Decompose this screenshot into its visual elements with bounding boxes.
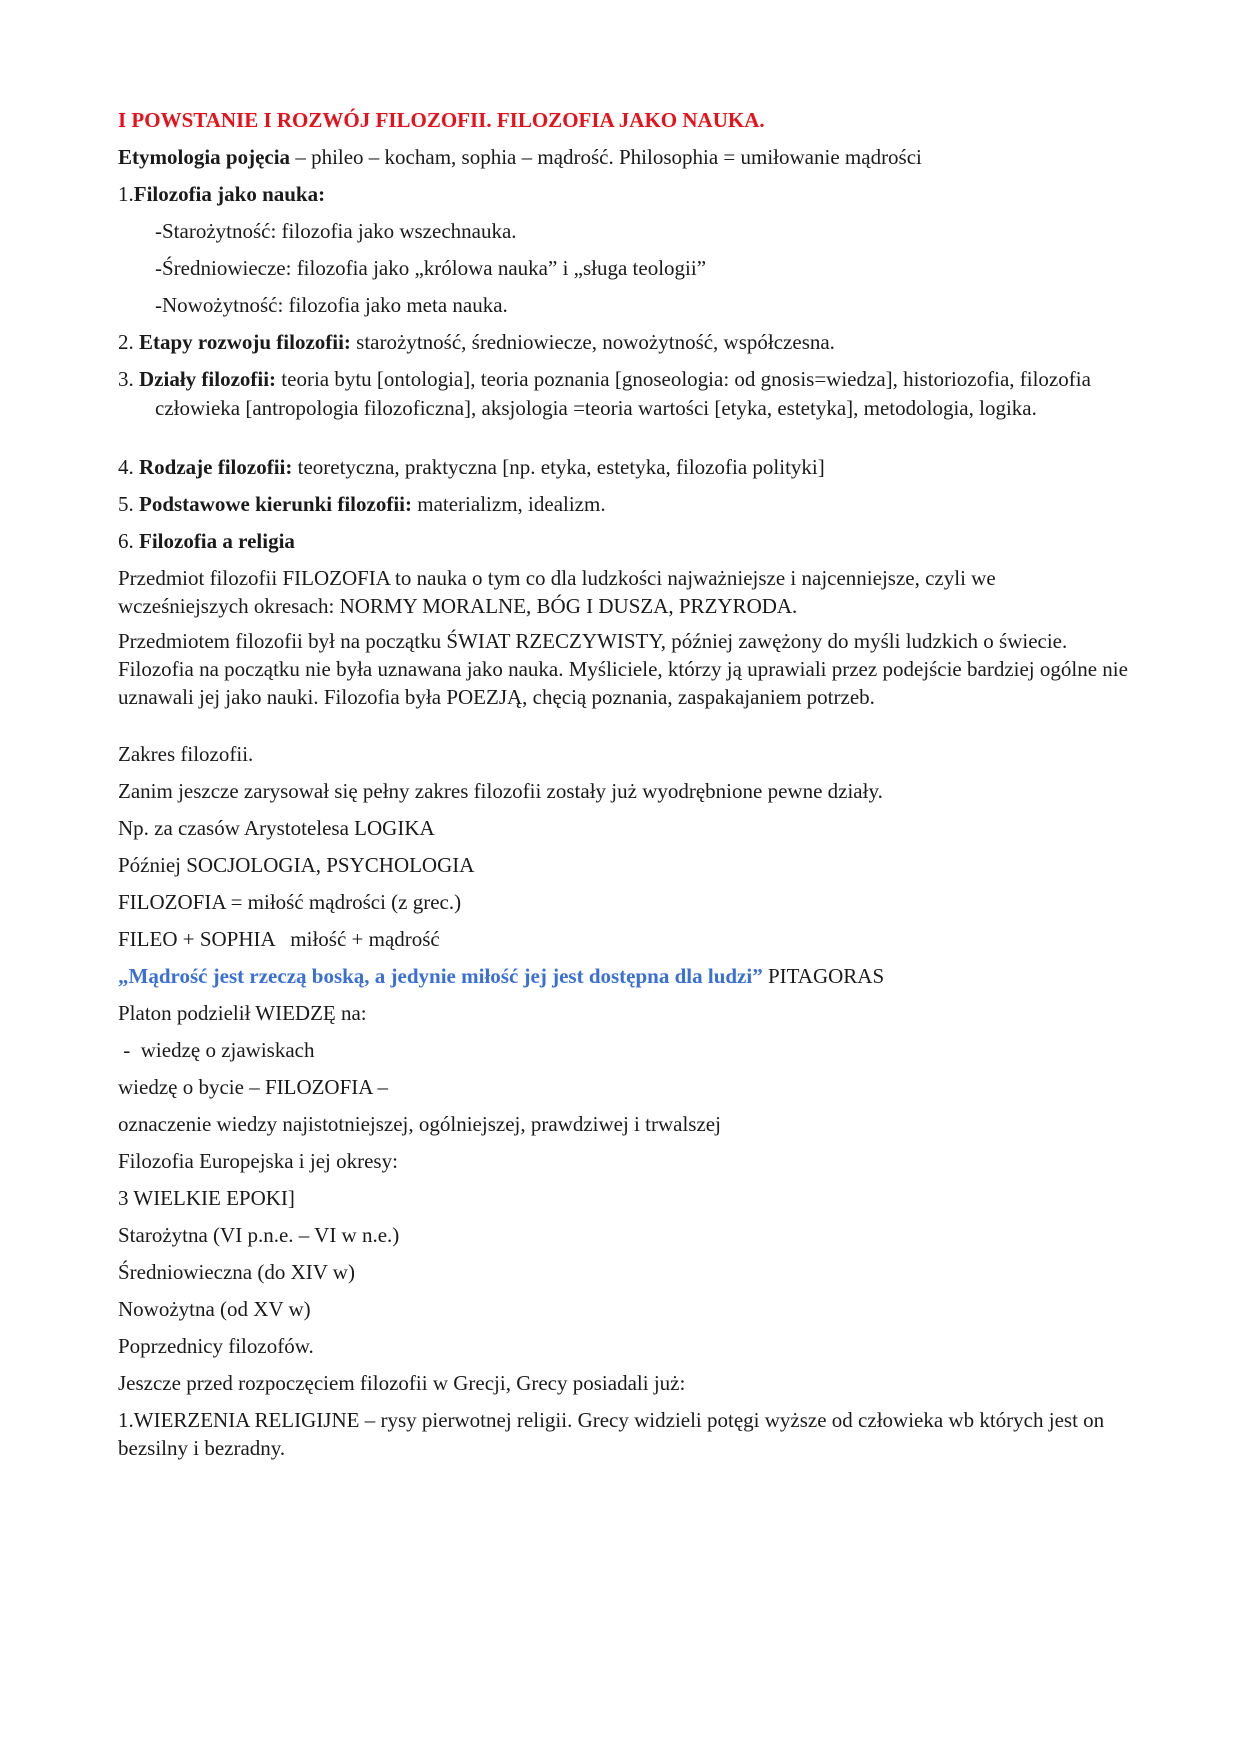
paragraph-religion: 1.WIERZENIA RELIGIJNE – rysy pierwotnej religii. Grecy widzieli potęgi wyższe od człowieka wb których jest on bezsilny i bezradny. (118, 1408, 1105, 1460)
section-1-item: -Nowożytność: filozofia jako meta nauka. (155, 293, 508, 317)
section-2 (118, 328, 835, 356)
text-line: Później SOCJOLOGIA, PSYCHOLOGIA (118, 853, 475, 877)
text-line: Poprzednicy filozofów. (118, 1334, 314, 1358)
text-line: Jeszcze przed rozpoczęciem filozofii w Grecji, Grecy posiadali już: (118, 1371, 686, 1395)
text-line: 3 WIELKIE EPOKI] (118, 1186, 295, 1210)
paragraph-subject-detail: Przedmiotem filozofii był na początku ŚWIAT RZECZYWISTY, później zawężony do myśli ludzkich o świecie. Filozofia na początku nie była uznawana jako nauka. Myśliciele, którzy ją uprawiali przez podejście bardziej ogólne nie uznawali jej jako nauki. Filozofia była POEZJĄ, chęcią poznania, zaspakajaniem potrzeb. (118, 629, 1128, 709)
section-6-label: Filozofia a religia (139, 529, 295, 553)
pitagoras-quote: „Mądrość jest rzeczą boską, a jedynie miłość jej jest dostępna dla ludzi” (118, 964, 763, 988)
section-1-heading (118, 180, 325, 208)
text-line: Nowożytna (od XV w) (118, 1297, 311, 1321)
quote-author: PITAGORAS (762, 964, 885, 988)
section-5-label: Podstawowe kierunki filozofii: (139, 492, 412, 516)
text-line: Zakres filozofii. (118, 742, 254, 766)
section-2-label: Etapy rozwoju filozofii: (139, 330, 351, 354)
section-6-number: 6. (118, 529, 139, 553)
quote-line (118, 962, 884, 990)
section-3 (118, 365, 1128, 423)
paragraph-subject: Przedmiot filozofii FILOZOFIA to nauka o tym co dla ludzkości najważniejsze i najcenniejsze, czyli we wcześniejszych okresach: NORMY MORALNE, BÓG I DUSZA, PRZYRODA. (118, 566, 996, 618)
text-line: Platon podzielił WIEDZĘ na: (118, 1001, 367, 1025)
section-1-label: Filozofia jako nauka: (133, 182, 326, 206)
section-2-number: 2. (118, 330, 139, 354)
section-3-text: teoria bytu [ontologia], teoria poznania [gnoseologia: od gnosis=wiedza], historiozofia, filozofia człowieka [antropologia filozoficzna], aksjologia =teoria wartości [etyka, estetyka], metodologia, logika. (155, 367, 1091, 420)
section-5 (118, 490, 606, 518)
section-5-number: 5. (118, 492, 139, 516)
section-5-text: materializm, idealizm. (412, 492, 606, 516)
text-line: Filozofia Europejska i jej okresy: (118, 1149, 398, 1173)
text-line: FILOZOFIA = miłość mądrości (z grec.) (118, 890, 462, 914)
text-line: wiedzę o bycie – FILOZOFIA – (118, 1075, 389, 1099)
section-4-number: 4. (118, 455, 139, 479)
section-6 (118, 527, 295, 555)
text-line: Średniowieczna (do XIV w) (118, 1260, 355, 1284)
text-line: Zanim jeszcze zarysował się pełny zakres filozofii zostały już wyodrębnione pewne działy. (118, 779, 883, 803)
section-1-item: -Starożytność: filozofia jako wszechnauka. (155, 219, 517, 243)
document-title: I POWSTANIE I ROZWÓJ FILOZOFII. FILOZOFIA JAKO NAUKA. (118, 108, 765, 132)
text-line: oznaczenie wiedzy najistotniejszej, ogólniejszej, prawdziwej i trwalszej (118, 1112, 721, 1136)
section-3-number: 3. (118, 367, 139, 391)
section-3-label: Działy filozofii: (139, 367, 277, 391)
etymology-line (118, 143, 922, 171)
section-4-text: teoretyczna, praktyczna [np. etyka, estetyka, filozofia polityki] (292, 455, 825, 479)
text-line: Np. za czasów Arystotelesa LOGIKA (118, 816, 435, 840)
section-2-text: starożytność, średniowiecze, nowożytność, współczesna. (350, 330, 835, 354)
section-4-label: Rodzaje filozofii: (139, 455, 293, 479)
text-line: Starożytna (VI p.n.e. – VI w n.e.) (118, 1223, 400, 1247)
section-1-item: -Średniowiecze: filozofia jako „królowa nauka” i „sługa teologii” (155, 256, 707, 280)
etymology-text: – phileo – kocham, sophia – mądrość. Philosophia = umiłowanie mądrości (290, 145, 922, 169)
etymology-label: Etymologia pojęcia (118, 145, 291, 169)
text-line: FILEO + SOPHIA miłość + mądrość (118, 927, 440, 951)
text-line: - wiedzę o zjawiskach (118, 1038, 315, 1062)
section-4 (118, 453, 825, 481)
section-1-number: 1. (118, 182, 134, 206)
